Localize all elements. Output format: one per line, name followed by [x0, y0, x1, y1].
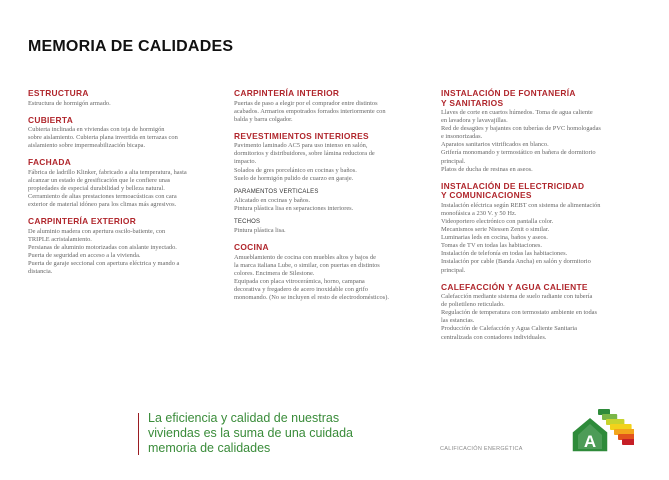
- section-carpinteria-exterior: [28, 217, 260, 276]
- section-heading: ESTRUCTURA: [28, 88, 89, 98]
- column-3: [441, 89, 641, 350]
- section-electricidad: [441, 182, 641, 275]
- section-heading: CALEFACCIÓN Y AGUA CALIENTE: [441, 281, 588, 292]
- section-heading: INSTALACIÓN DE ELECTRICIDAD Y COMUNICACIONES: [441, 180, 585, 201]
- tagline-divider: [138, 413, 139, 455]
- subsection-heading: PARAMENTOS VERTICALES: [234, 188, 319, 195]
- section-fachada: [28, 158, 260, 209]
- section-heading: CARPINTERÍA INTERIOR: [234, 88, 340, 98]
- section-calefaccion: [441, 283, 641, 342]
- subsection-heading: TECHOS: [234, 218, 261, 225]
- column-2: [234, 89, 430, 310]
- subsection-paramentos: [234, 188, 430, 213]
- section-heading: REVESTIMIENTOS INTERIORES: [234, 130, 369, 141]
- page-title: MEMORIA DE CALIDADES: [28, 38, 234, 55]
- energy-bar: [622, 439, 634, 445]
- section-text: De aluminio madera con apertura osciło-batiente, con TRIPLE acristalamiento. Persianas de aluminio motorizadas con aislante inyectado. Puerta de seguridad en acceso a la vivienda. Puerta de garaje seccional con apertura eléctrica y mando a distancia.: [28, 227, 180, 276]
- subsection-techos: [234, 218, 430, 235]
- section-text: Pavimento laminado AC5 para uso intenso en salón, dormitorios y distribuidores, sobre lámina reductora de impacto. Solados de gres porcelánico en cocinas y baños. Suelo de hormigón pulido de cuarzo en garaje.: [234, 142, 375, 182]
- section-cocina: [234, 243, 430, 302]
- subsection-text: Alicatado en cocinas y baños. Pintura plástica lisa en separaciones interiores.: [234, 196, 354, 212]
- section-revestimientos: [234, 132, 430, 235]
- section-text: Estructura de hormigón armado.: [28, 99, 111, 107]
- section-text: Puertas de paso a elegir por el comprador entre distintos acabados. Armarios empotrados forrados interiormente con balda y barra colgador.: [234, 99, 386, 123]
- section-cubierta: [28, 116, 260, 151]
- tagline: La eficiencia y calidad de nuestras viviendas es la suma de una cuidada memoria de calidades: [148, 411, 353, 455]
- energy-letter: A: [583, 432, 597, 451]
- section-text: Instalación eléctrica según REBT con sistema de alimentación monofásica a 230 V. y 50 Hz. Videoportero electrónico con pantalla color. Mecanismos serie Niessen Zenit o similar. Luminarias leds en cocina, baños y aseos. Tomas de TV en todas las habitaciones. Instalación de telefonía en todas las habitaciones. Instalación por cable (Banda Ancha) en salón y dormitorio principal.: [441, 201, 601, 274]
- energy-rating-label: CALIFICACIÓN ENERGÉTICA: [440, 446, 523, 452]
- section-text: Llaves de corte en cuartos húmedos. Toma de agua caliente en lavadora y lavavajillas. Red de desagües y bajantes con tuberías de PVC homologadas e insonorizadas. Aparatos sanitarios vitrificados en blanco. Grifería monomando y termostático en bañera de dormitorio principal. Platos de ducha de resinas en aseos.: [441, 109, 601, 173]
- subsection-text: Pintura plástica lisa.: [234, 226, 286, 234]
- section-fontaneria: [441, 89, 641, 174]
- section-text: Calefacción mediante sistema de suelo radiante con tubería de polietileno reticulado. Regulación de temperatura con termostato ambiente en todas las estancias. Producción de Calefacción y Agua Caliente Sanitaria centralizada con contadores individuales.: [441, 293, 597, 341]
- column-1: [28, 89, 260, 284]
- section-text: Cubierta inclinada en viviendas con teja de hormigón sobre aislamiento. Cubierta plana invertida en terrazas con aislamiento sobre impermeabilización bicapa.: [28, 126, 178, 150]
- section-heading: CUBIERTA: [28, 114, 74, 125]
- section-heading: FACHADA: [28, 157, 72, 168]
- section-heading: CARPINTERÍA EXTERIOR: [28, 216, 137, 227]
- energy-house-icon: [568, 405, 634, 457]
- section-text: Amueblamiento de cocina con muebles altos y bajos de la marca italiana Lube, o similar, con puertas en distintos colores. Encimera de Silestone. Equipada con placa vitrocerámica, horno, campana decorativa y fregadero de acero inoxidable con grifo monomando. (No se incluyen el resto de electrodomésticos).: [234, 253, 389, 301]
- section-estructura: [28, 89, 260, 108]
- section-text: Fábrica de ladrillo Klinker, fabricado a alta temperatura, hasta alcanzar un estado de gresificación que le confiere unas propiedades de especial durabilidad y belleza natural. Cerramiento de altas prestaciones termoacústicas con cara exterior de material idóneo para los climas más agresivos.: [28, 168, 187, 209]
- section-heading: INSTALACIÓN DE FONTANERÍA Y SANITARIOS: [441, 88, 576, 108]
- section-heading: COCINA: [234, 242, 269, 253]
- section-carpinteria-interior: [234, 89, 430, 124]
